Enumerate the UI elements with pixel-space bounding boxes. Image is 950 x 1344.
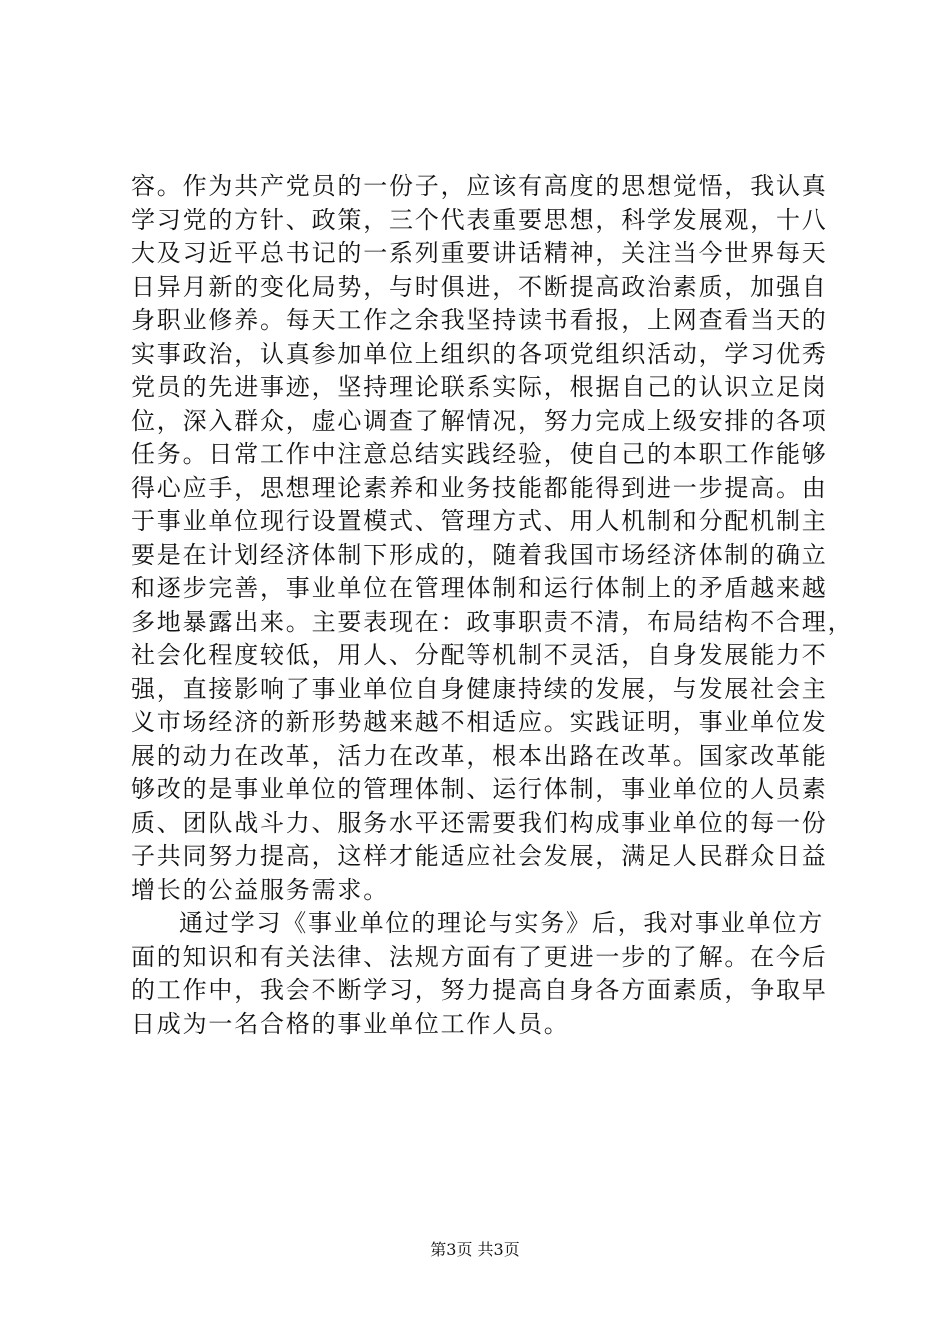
text-line: 展的动力在改革，活力在改革，根本出路在改革。国家改革能: [131, 741, 828, 770]
text-line: 和逐步完善，事业单位在管理体制和运行体制上的矛盾越来越: [131, 574, 828, 602]
body-text: [131, 170, 854, 1041]
text-line: 实事政治，认真参加单位上组织的各项党组织活动，学习优秀: [131, 339, 828, 368]
paragraph-1: [131, 170, 854, 907]
text-line: 社会化程度较低，用人、分配等机制不灵活，自身发展能力不: [131, 641, 828, 669]
text-line: 党员的先进事迹，坚持理论联系实际，根据自己的认识立足岗: [131, 373, 828, 401]
text-line: 身职业修养。每天工作之余我坚持读书看报，上网查看当天的: [131, 306, 828, 334]
text-line: 够改的是事业单位的管理体制、运行体制，事业单位的人员素: [131, 775, 828, 803]
text-line: 面的知识和有关法律、法规方面有了更进一步的了解。在今后: [131, 942, 828, 971]
text-line: 要是在计划经济体制下形成的，随着我国市场经济体制的确立: [131, 540, 828, 569]
text-line: 强，直接影响了事业单位自身健康持续的发展，与发展社会主: [131, 674, 828, 703]
text-line: 义市场经济的新形势越来越不相适应。实践证明，事业单位发: [131, 708, 828, 736]
text-line: 质、团队战斗力、服务水平还需要我们构成事业单位的每一份: [131, 808, 828, 837]
text-line: 位，深入群众，虚心调查了解情况，努力完成上级安排的各项: [131, 406, 828, 435]
text-line: 容。作为共产党员的一份子，应该有高度的思想觉悟，我认真: [131, 172, 828, 200]
text-line: 通过学习《事业单位的理论与实务》后，我对事业单位方: [179, 909, 824, 937]
text-line: 大及习近平总书记的一系列重要讲话精神，关注当今世界每天: [131, 239, 828, 267]
page-number-footer: 第3页 共3页: [430, 1240, 520, 1259]
text-line: 多地暴露出来。主要表现在：政事职责不清，布局结构不合理，: [131, 607, 854, 636]
text-line: 任务。日常工作中注意总结实践经验，使自己的本职工作能够: [131, 440, 828, 468]
text-line: 增长的公益服务需求。: [131, 875, 389, 904]
text-line: 于事业单位现行设置模式、管理方式、用人机制和分配机制主: [131, 507, 828, 535]
text-line: 日成为一名合格的事业单位工作人员。: [131, 1009, 570, 1038]
text-line: 的工作中，我会不断学习，努力提高自身各方面素质，争取早: [131, 976, 828, 1004]
text-line: 学习党的方针、政策，三个代表重要思想，科学发展观，十八: [131, 205, 828, 234]
text-line: 得心应手，思想理论素养和业务技能都能得到进一步提高。由: [131, 473, 828, 502]
text-line: 子共同努力提高，这样才能适应社会发展，满足人民群众日益: [131, 842, 828, 870]
text-line: 日异月新的变化局势，与时俱进，不断提高政治素质，加强自: [131, 272, 828, 301]
paragraph-2: [131, 907, 831, 1041]
